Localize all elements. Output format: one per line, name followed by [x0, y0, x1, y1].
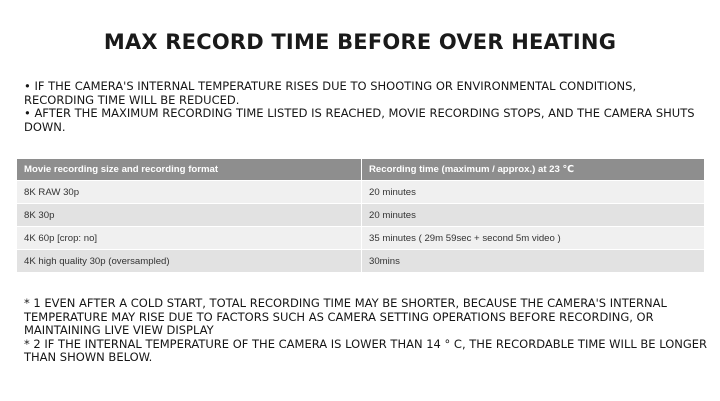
footnote: * 2 IF THE INTERNAL TEMPERATURE OF THE CAMERA IS LOWER THAN 14 ° C, THE RECORDABLE TIME WILL BE LONGER THAN SHOWN BELOW.: [24, 336, 708, 364]
footnote: * 1 EVEN AFTER A COLD START, TOTAL RECORDING TIME MAY BE SHORTER, BECAUSE THE CAMERA'S INTERNAL TEMPERATURE MAY RISE DUE TO FACTORS SUCH AS CAMERA SETTING OPERATIONS BEFORE RECORDING, OR MAINTAINING LIVE VIEW DISPLAY: [24, 296, 667, 337]
recording-time-cell: 30mins: [362, 250, 705, 273]
format-cell: 4K high quality 30p (oversampled): [17, 250, 362, 273]
page-title: MAX RECORD TIME BEFORE OVER HEATING: [103, 30, 617, 54]
intro-bullet: • IF THE CAMERA'S INTERNAL TEMPERATURE RISES DUE TO SHOOTING OR ENVIRONMENTAL CONDITIONS, RECORDING TIME WILL BE REDUCED.: [24, 79, 637, 107]
column-header-format: Movie recording size and recording format: [17, 159, 362, 181]
table-row: [17, 250, 704, 273]
column-header-recording-time: Recording time (maximum / approx.) at 23 ℃: [362, 159, 705, 181]
footnotes: [24, 297, 709, 365]
format-cell: 8K 30p: [17, 204, 362, 227]
format-cell: 8K RAW 30p: [17, 181, 362, 204]
recording-time-cell: 20 minutes: [362, 204, 705, 227]
table-row: [17, 227, 704, 250]
table-row: [17, 181, 704, 204]
table-header-row: [17, 159, 704, 181]
recording-time-table: [17, 159, 704, 272]
table-row: [17, 204, 704, 227]
recording-time-cell: 35 minutes ( 29m 59sec + second 5m video ): [362, 227, 705, 250]
format-cell: 4K 60p [crop: no]: [17, 227, 362, 250]
recording-time-cell: 20 minutes: [362, 181, 705, 204]
intro-bullets: [24, 80, 704, 134]
intro-bullet: • AFTER THE MAXIMUM RECORDING TIME LISTED IS REACHED, MOVIE RECORDING STOPS, AND THE CAMERA SHUTS DOWN.: [24, 106, 695, 134]
